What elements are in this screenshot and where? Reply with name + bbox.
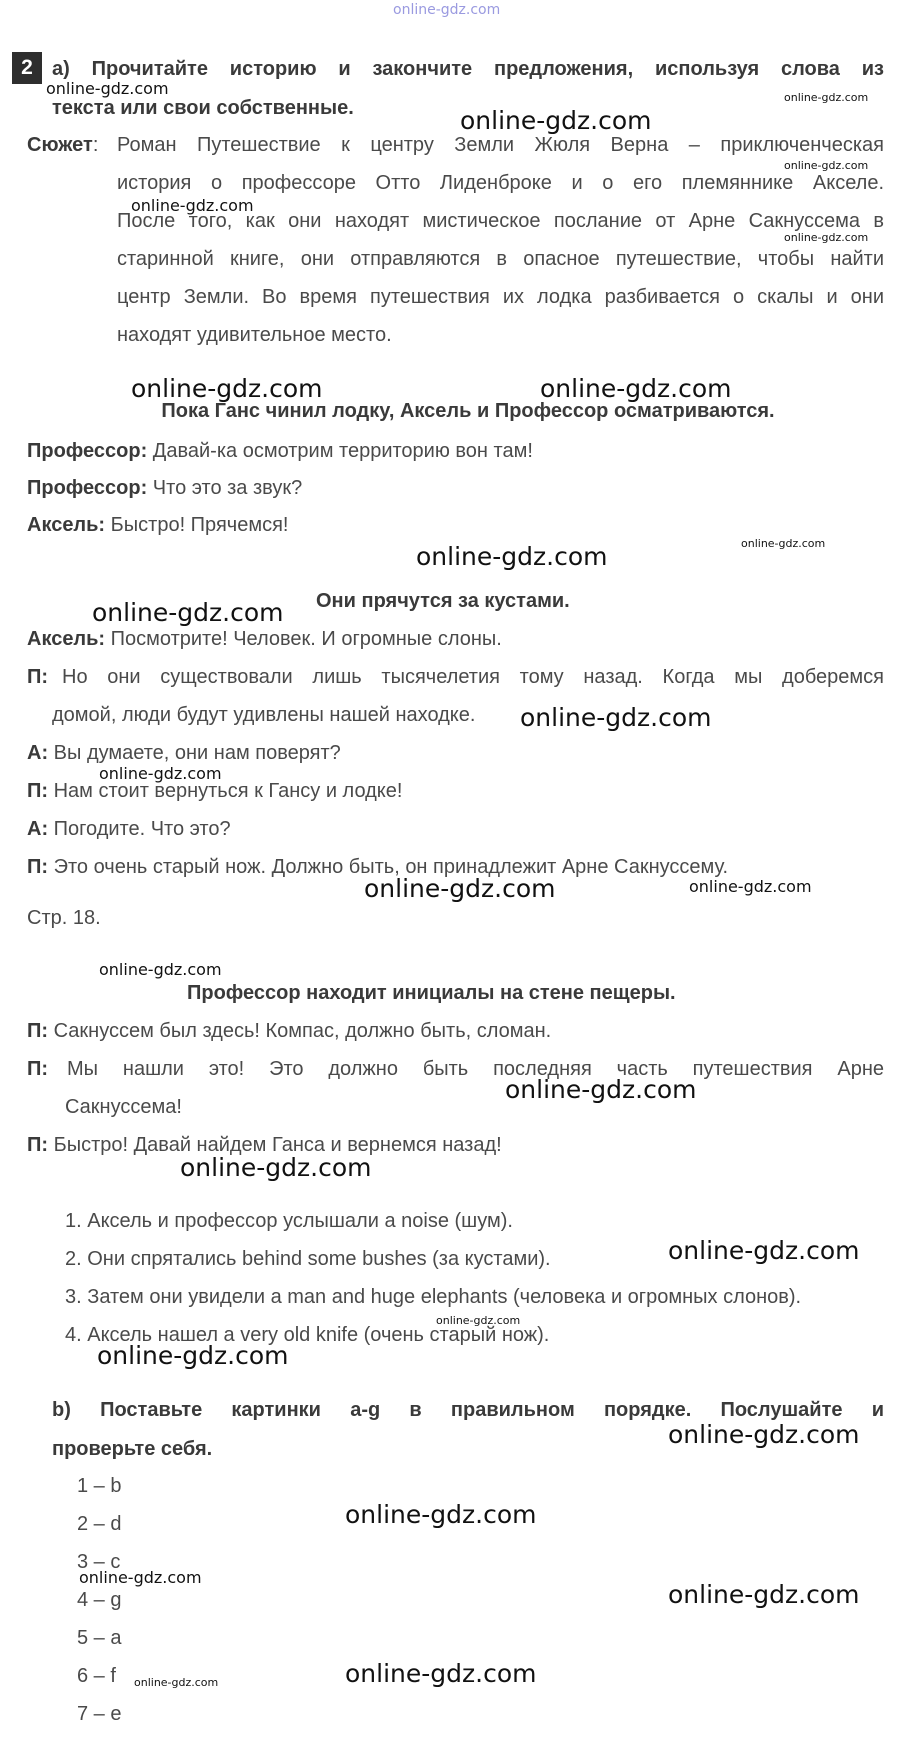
speaker-label: П: xyxy=(27,856,49,878)
scene3-line-p2: Мы нашли это! Это должно быть последняя часть путешествия Арне xyxy=(67,1058,884,1080)
watermark: online-gdz.com xyxy=(131,374,323,403)
watermark: online-gdz.com xyxy=(131,196,254,215)
answer-a-2: 2. Они спрятались behind some bushes (за кустами). xyxy=(65,1248,551,1270)
dialogue-text: Быстро! Прячемся! xyxy=(105,514,289,536)
scene2-line-p1-cont: домой, люди будут удивлены нашей находке. xyxy=(52,704,476,726)
watermark: online-gdz.com xyxy=(741,537,826,550)
answer-b-7: 7 – e xyxy=(77,1703,122,1725)
header-watermark: online-gdz.com xyxy=(393,2,501,18)
plot-line-2: история о профессоре Отто Лиденброке и о его племяннике Акселе. xyxy=(117,172,884,194)
speaker-label: А: xyxy=(27,742,49,764)
scene1-line-2 xyxy=(27,476,302,500)
task-instruction-line1: а) Прочитайте историю и закончите предложения, используя слова из xyxy=(52,58,884,80)
plot-line-1: Роман Путешествие к центру Земли Жюля Верна – приключенческая xyxy=(117,134,884,156)
task-instruction-line2: текста или свои собственные. xyxy=(52,97,354,119)
scene2-heading: Они прячутся за кустами. xyxy=(316,590,570,612)
answer-a-4: 4. Аксель нашел a very old knife (очень старый нож). xyxy=(65,1324,550,1346)
speaker-label: П: xyxy=(27,1020,49,1042)
watermark: online-gdz.com xyxy=(134,1676,219,1689)
answer-b-5: 5 – a xyxy=(77,1627,122,1649)
part-b-instruction-line1: b) Поставьте картинки a-g в правильном порядке. Послушайте и xyxy=(52,1399,884,1421)
dialogue-text: Вы думаете, они нам поверят? xyxy=(48,742,341,764)
plot-line-5: центр Земли. Во время путешествия их лодка разбивается о скалы и они xyxy=(117,286,884,308)
speaker-label: Аксель: xyxy=(27,628,106,650)
scene3-line-p2-cont: Сакнуссема! xyxy=(65,1096,182,1118)
watermark: online-gdz.com xyxy=(99,960,222,979)
plot-label-wrapper xyxy=(27,133,98,157)
watermark: online-gdz.com xyxy=(99,764,222,783)
speaker-label: Профессор: xyxy=(27,440,148,462)
dialogue-text: Давай-ка осмотрим территорию вон там! xyxy=(147,440,533,462)
scene2-line-axel xyxy=(27,627,502,651)
watermark: online-gdz.com xyxy=(540,374,732,403)
answer-b-2: 2 – d xyxy=(77,1513,122,1535)
watermark: online-gdz.com xyxy=(505,1075,697,1104)
speaker-label: П: xyxy=(27,1134,49,1156)
answer-b-1: 1 – b xyxy=(77,1475,122,1497)
watermark: online-gdz.com xyxy=(416,542,608,571)
watermark: online-gdz.com xyxy=(460,106,652,135)
scene2-line-a1 xyxy=(27,741,341,765)
watermark: online-gdz.com xyxy=(364,874,556,903)
dialogue-text: Посмотрите! Человек. И огромные слоны. xyxy=(105,628,502,650)
watermark: online-gdz.com xyxy=(46,79,169,98)
dialogue-text: Это очень старый нож. Должно быть, он принадлежит Арне Сакнуссему. xyxy=(48,856,729,878)
answer-b-3: 3 – c xyxy=(77,1551,121,1573)
dialogue-text: Сакнуссем был здесь! Компас, должно быть, сломан. xyxy=(48,1020,552,1042)
watermark: online-gdz.com xyxy=(345,1659,537,1688)
answer-a-1: 1. Аксель и профессор услышали a noise (шум). xyxy=(65,1210,513,1232)
watermark: online-gdz.com xyxy=(345,1500,537,1529)
answer-a-3: 3. Затем они увидели a man and huge elephants (человека и огромных слонов). xyxy=(65,1286,802,1308)
speaker-label: А: xyxy=(27,818,49,840)
watermark: online-gdz.com xyxy=(97,1341,289,1370)
dialogue-text: Что это за звук? xyxy=(147,477,303,499)
speaker-label: Аксель: xyxy=(27,514,106,536)
dialogue-text: Быстро! Давай найдем Ганса и вернемся назад! xyxy=(48,1134,502,1156)
plot-line-4: старинной книге, они отправляются в опасное путешествие, чтобы найти xyxy=(117,248,884,270)
watermark: online-gdz.com xyxy=(784,159,869,172)
speaker-label: П: xyxy=(27,666,49,688)
plot-colon: : xyxy=(92,134,99,156)
watermark: online-gdz.com xyxy=(436,1314,521,1327)
watermark: online-gdz.com xyxy=(668,1420,860,1449)
watermark: online-gdz.com xyxy=(79,1568,202,1587)
plot-line-3: После того, как они находят мистическое послание от Арне Сакнуссема в xyxy=(117,210,884,232)
watermark: online-gdz.com xyxy=(689,877,812,896)
scene3-heading: Профессор находит инициалы на стене пещеры. xyxy=(187,982,676,1004)
scene1-line-1 xyxy=(27,439,533,463)
task-number-badge: 2 xyxy=(12,52,42,84)
page-reference: Стр. 18. xyxy=(27,907,101,929)
answer-b-6: 6 – f xyxy=(77,1665,116,1687)
watermark: online-gdz.com xyxy=(784,231,869,244)
scene2-line-a2 xyxy=(27,817,231,841)
watermark: online-gdz.com xyxy=(92,598,284,627)
watermark: online-gdz.com xyxy=(668,1236,860,1265)
speaker-label: П: xyxy=(27,780,49,802)
plot-label: Сюжет xyxy=(27,134,93,156)
part-b-instruction-line2: проверьте себя. xyxy=(52,1438,213,1460)
scene2-line-p1: Но они существовали лишь тысячелетия тому назад. Когда мы доберемся xyxy=(62,666,884,688)
watermark: online-gdz.com xyxy=(784,91,869,104)
plot-line-6: находят удивительное место. xyxy=(117,324,392,346)
scene3-line-p1 xyxy=(27,1019,551,1043)
answer-b-4: 4 – g xyxy=(77,1589,122,1611)
speaker-label: П: xyxy=(27,1058,49,1080)
dialogue-text: Нам стоит вернуться к Гансу и лодке! xyxy=(48,780,403,802)
dialogue-text: Погодите. Что это? xyxy=(48,818,231,840)
watermark: online-gdz.com xyxy=(520,703,712,732)
scene1-heading: Пока Ганс чинил лодку, Аксель и Профессор осматриваются. xyxy=(161,400,775,422)
watermark: online-gdz.com xyxy=(180,1153,372,1182)
speaker-label: Профессор: xyxy=(27,477,148,499)
watermark: online-gdz.com xyxy=(668,1580,860,1609)
scene1-line-3 xyxy=(27,513,288,537)
